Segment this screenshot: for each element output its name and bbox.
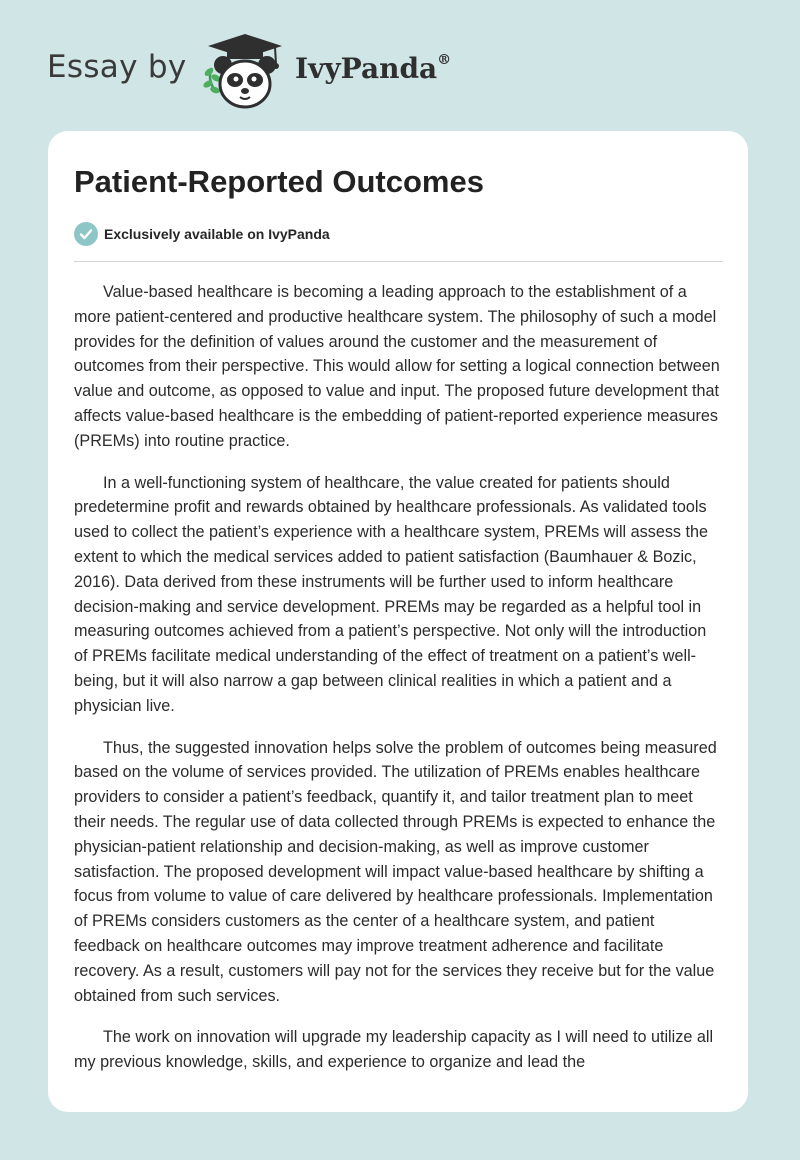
paragraph: The work on innovation will upgrade my leadership capacity as I will need to utilize all my previous knowledge, skills, and experience to organize and lead the: [74, 1028, 714, 1072]
essay-body: [74, 280, 723, 1092]
paragraph: In a well-functioning system of healthcare, the value created for patients should predetermine profit and rewards obtained by healthcare professionals. As validated tools used to collect the patient’s experience with a healthcare system, PREMs will assess the extent to which the medical services added to patient satisfaction (Baumhauer & Bozic, 2016). Data derived from these instruments will be further used to inform healthcare decision-making and service development. PREMs may be regarded as a helpful tool in measuring outcomes achieved from a patient’s perspective. Not only will the introduction of PREMs facilitate medical understanding of the effect of treatment on a patient’s well-being, but it will also narrow a gap between clinical realities in which a patient and a physician live.: [74, 473, 709, 715]
panda-graduate-icon[interactable]: [200, 32, 290, 112]
check-circle-icon: [74, 222, 98, 246]
paragraph: Value-based healthcare is becoming a leading approach to the establishment of a more patient-centered and productive healthcare system. The philosophy of such a model provides for the definition of values around the customer and the measurement of outcomes from their perspective. This would allow for setting a logical connection between value and outcome, as opposed to value and input. The proposed future development that affects value-based healthcare is the embedding of patient-reported experience measures (PREMs) into routine practice.: [74, 283, 720, 450]
brand-name[interactable]: [295, 52, 451, 85]
divider: [74, 261, 723, 262]
paragraph: Thus, the suggested innovation helps solve the problem of outcomes being measured based on the volume of services provided. The utilization of PREMs enables healthcare providers to consider a patient’s feedback, quantify it, and tailor treatment plan to meet their needs. The regular use of data collected through PREMs is expected to enhance the physician-patient relationship and decision-making, as well as improve customer satisfaction. The proposed development will impact value-based healthcare by shifting a focus from volume to value of care delivered by healthcare professionals. Implementation of PREMs considers customers as the center of a healthcare system, and patient feedback on healthcare outcomes may improve treatment adherence and facilitate recovery. As a result, customers will pay not for the services they receive but for the value obtained from such services.: [74, 738, 717, 1005]
brand-text: IvyPanda: [295, 52, 438, 85]
page-title: Patient-Reported Outcomes: [74, 164, 484, 199]
essay-card: [48, 131, 748, 1112]
site-header: [0, 0, 800, 130]
exclusive-badge: [74, 222, 330, 246]
badge-label: Exclusively available on IvyPanda: [104, 226, 330, 242]
essay-by-label: Essay by: [47, 49, 187, 85]
registered-mark: ®: [437, 51, 452, 68]
